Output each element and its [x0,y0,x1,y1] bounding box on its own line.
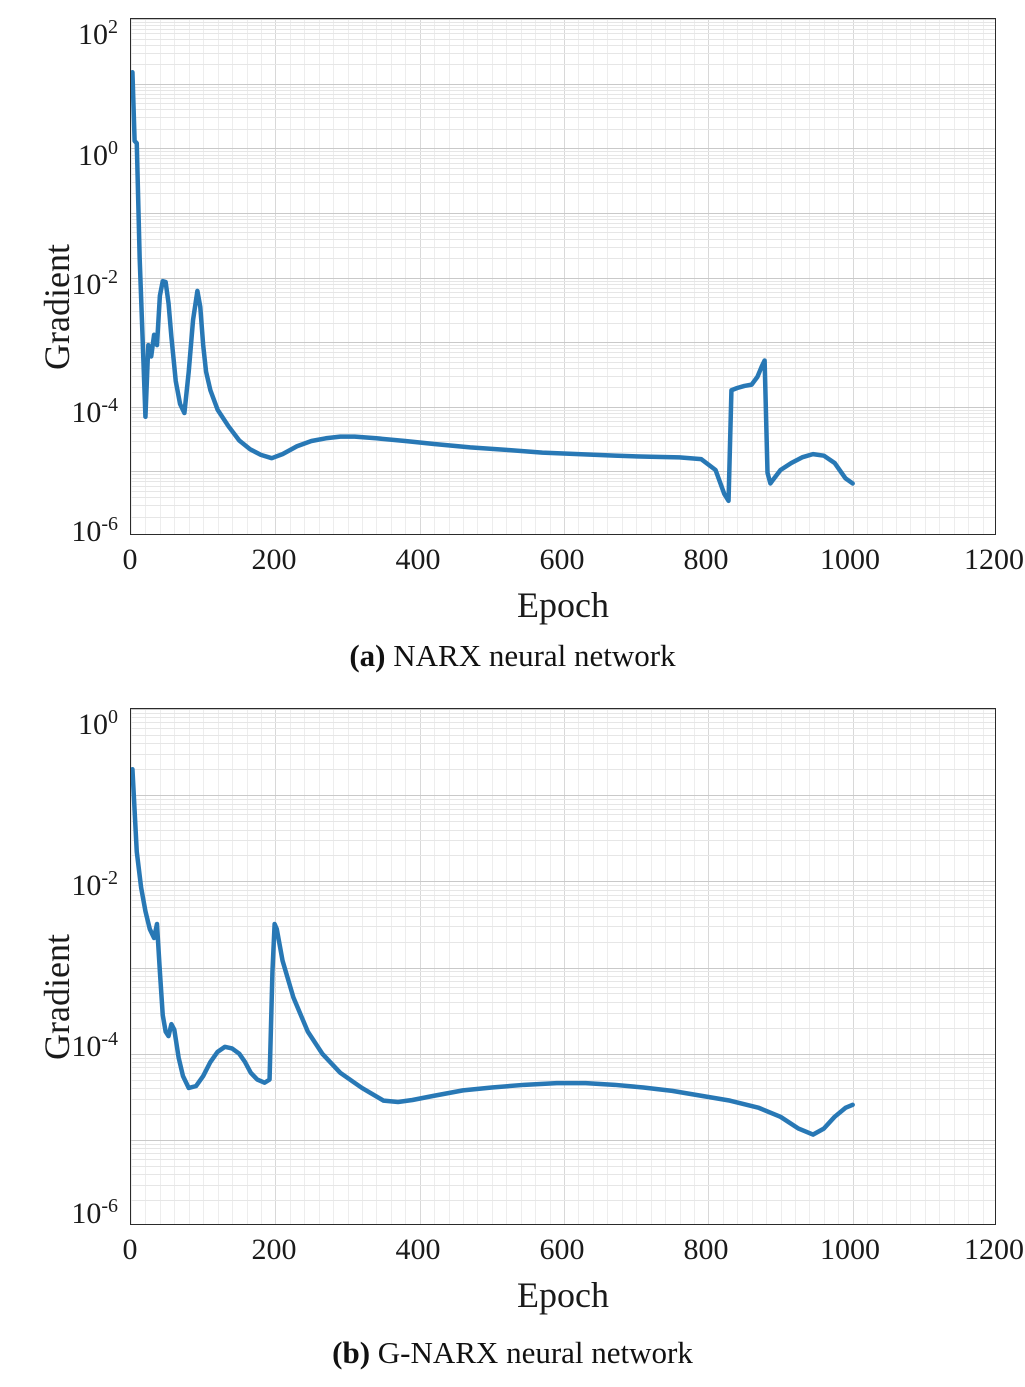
data-curve-b [131,709,996,1225]
ytick-a-2: $10^{-2}$ [71,266,118,301]
xtick-a-4: 800 [683,543,729,576]
caption-a-label: (a) [349,638,386,673]
xtick-b-1: 200 [251,1233,297,1266]
xtick-b-2: 400 [395,1233,441,1266]
chart-panel-b [0,690,1025,1387]
ytick-b-3: $10^{-6}$ [71,1195,118,1230]
caption-b-text: G-NARX neural network [370,1335,693,1370]
xtick-a-5: 1000 [820,543,880,576]
yaxis-label-b: Gradient [37,934,77,1060]
caption-a [0,638,1025,674]
caption-a-text: NARX neural network [385,638,676,673]
data-curve-a [131,19,996,535]
ytick-b-2: $10^{-4}$ [71,1028,118,1063]
xtick-b-4: 800 [683,1233,729,1266]
ytick-a-1: $10^0$ [78,137,118,172]
ytick-a-4: $10^{-6}$ [71,513,118,548]
ytick-a-0: $10^2$ [78,16,118,51]
chart-panel-a [0,0,1025,690]
plot-area-b [130,708,996,1225]
xaxis-label-a: Epoch [517,585,609,625]
xtick-a-2: 400 [395,543,441,576]
xtick-a-0: 0 [122,543,138,576]
ytick-a-3: $10^{-4}$ [71,394,118,429]
xtick-b-0: 0 [122,1233,138,1266]
caption-b-label: (b) [332,1335,371,1370]
xtick-a-3: 600 [539,543,585,576]
caption-b [0,1335,1025,1371]
yaxis-label-a: Gradient [37,244,77,370]
xtick-b-3: 600 [539,1233,585,1266]
ytick-b-1: $10^{-2}$ [71,867,118,902]
xaxis-label-b: Epoch [517,1275,609,1315]
xtick-b-5: 1000 [820,1233,880,1266]
xtick-a-6: 1200 [964,543,1024,576]
xtick-a-1: 200 [251,543,297,576]
xtick-b-6: 1200 [964,1233,1024,1266]
plot-area-a [130,18,996,535]
ytick-b-0: $10^0$ [78,706,118,741]
